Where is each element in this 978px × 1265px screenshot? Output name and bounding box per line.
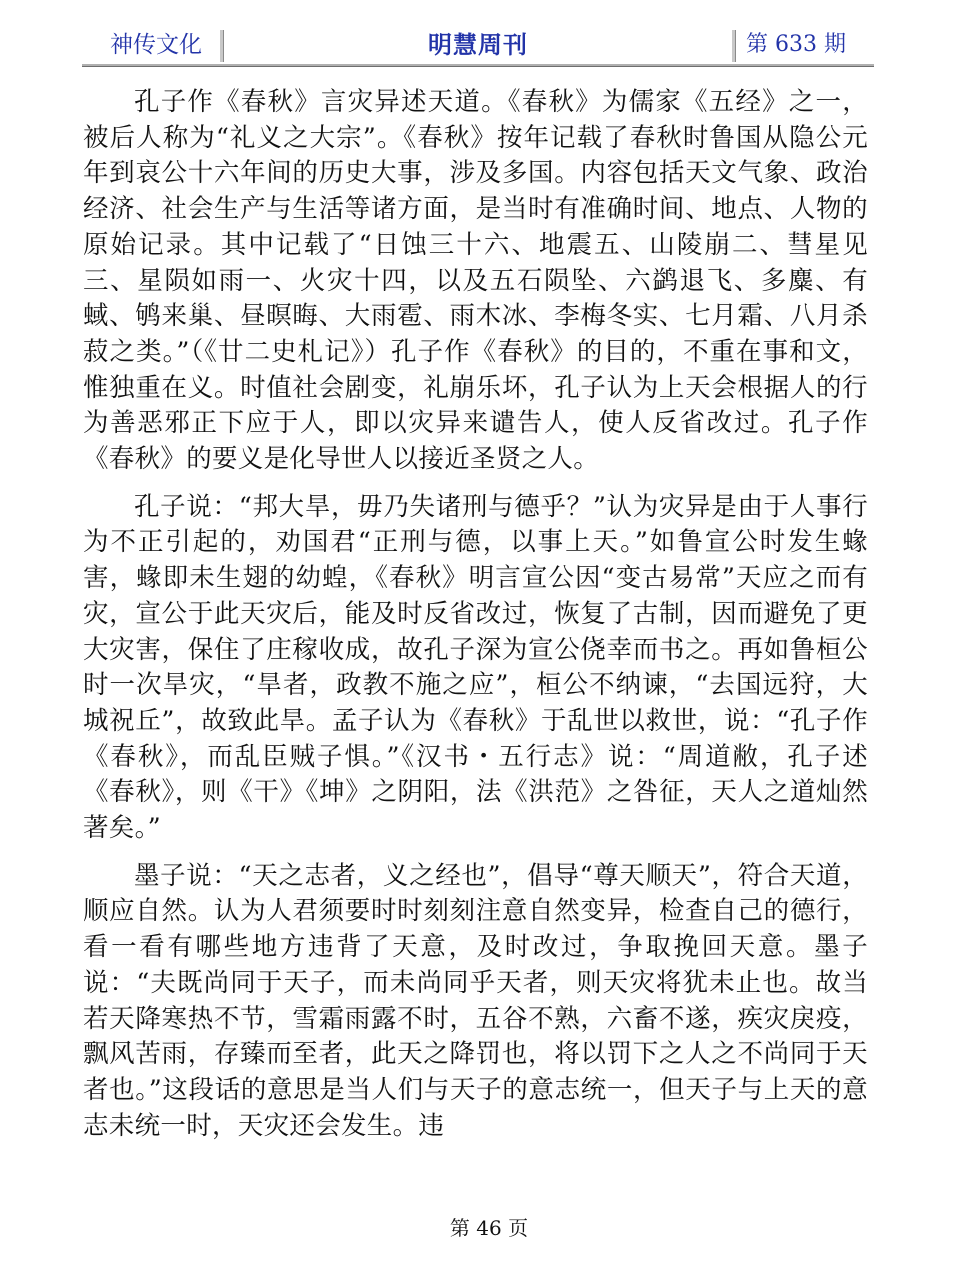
paragraph-3: 墨子说：“天之志者，义之经也”，倡导“尊天顺天”，符合天道，顺应自然。认为人君须要时时刻刻注意自然变异，检查自己的德行，看一看有哪些地方违背了天意，及时改过，争取挽回天意。墨子说：“夫既尚同于天子，而未尚同乎天者，则天灾将犹未止也。故当若天降寒热不节，雪霜雨露不时，五谷不熟，六畜不遂，疾灾戾疫，飘风苦雨，存臻而至者，此天之降罚也，将以罚下之人之不尚同于天者也。”这段话的意思是当人们与天子的意志统一，但天子与上天的意志未统一时，天灾还会发生。违 (83, 860, 868, 1141)
paragraph-1: 孔子作《春秋》言灾异述天道。《春秋》为儒家《五经》之一，被后人称为“礼义之大宗”。《春秋》按年记载了春秋时鲁国从隐公元年到哀公十六年间的历史大事，涉及多国。内容包括天文气象、政治经济、社会生产与生活等诸方面，是当时有准确时间、地点、人物的原始记录。其中记载了“日蚀三十六、地震五、山陵崩二、彗星见三、星陨如雨一、火灾十四，以及五石陨坠、六鹢退飞、多麋、有蜮、鸲来巢、昼暝晦、大雨雹、雨木冰、李梅冬实、七月霜、八月杀菽之类。”（《廿二史札记》）孔子作《春秋》的目的，不重在事和文，惟独重在义。时值社会剧变，礼崩乐坏，孔子认为上天会根据人的行为善恶邪正下应于人，即以灾异来谴告人，使人反省改过。孔子作《春秋》的要义是化导世人以接近圣贤之人。 (83, 87, 868, 475)
section-title: 神传文化 (110, 32, 202, 58)
header-divider-right (732, 30, 736, 62)
article-body (83, 85, 868, 1144)
header-rule (82, 64, 874, 67)
issue-number: 第 633 期 (746, 32, 846, 57)
paragraph-2: 孔子说：“邦大旱，毋乃失诸刑与德乎？”认为灾异是由于人事行为不正引起的，劝国君“正刑与德，以事上天。”如鲁宣公时发生蝝害，蝝即未生翅的幼蝗，《春秋》明言宣公因“变古易常”天应之而有灾，宣公于此天灾后，能及时反省改过，恢复了古制，因而避免了更大灾害，保住了庄稼收成，故孔子深为宣公侥幸而书之。再如鲁桓公时一次旱灾，“旱者，政教不施之应”，桓公不纳谏，“去国远狩，大城祝丘”，故致此旱。孟子认为《春秋》于乱世以救世，说：“孔子作《春秋》，而乱臣贼子惧。”《汉书・五行志》说：“周道敝，孔子述《春秋》，则《干》《坤》之阴阳，法《洪范》之咎征，天人之道灿然著矣。” (83, 491, 868, 844)
magazine-title: 明慧周刊 (428, 31, 528, 59)
page-number: 第 46 页 (449, 1216, 529, 1240)
page-header (82, 26, 874, 68)
